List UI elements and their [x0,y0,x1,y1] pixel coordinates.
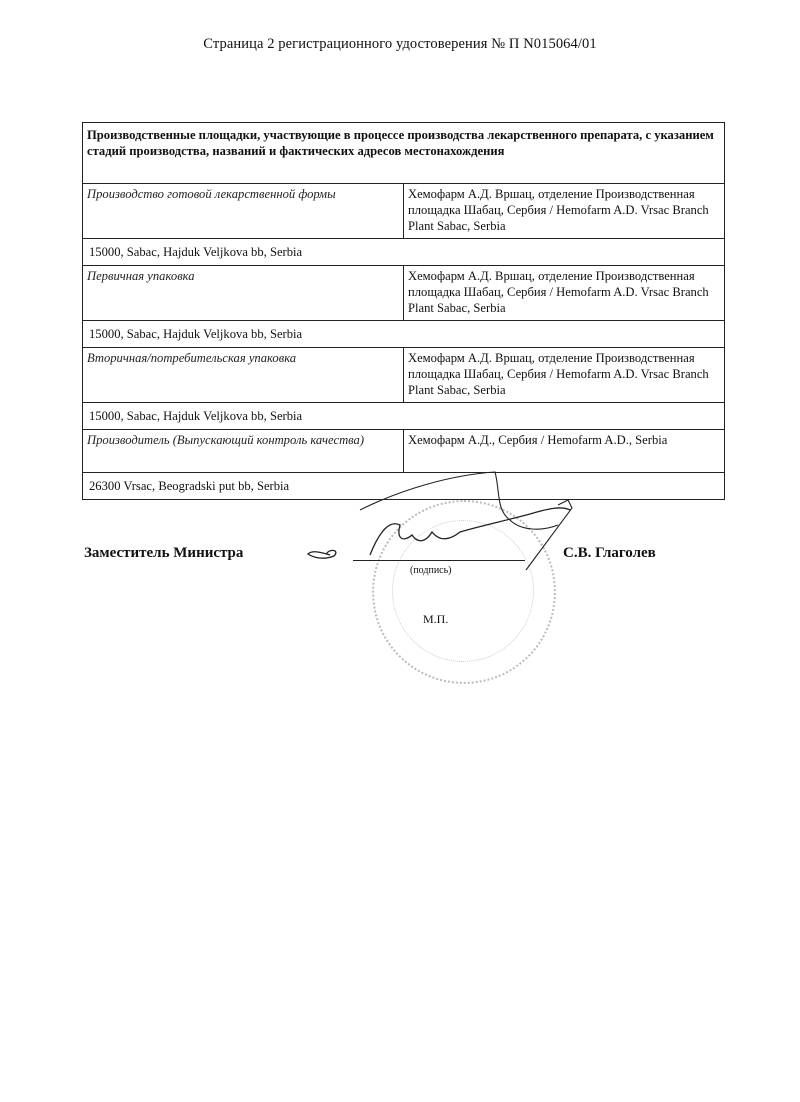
signature-caption: (подпись) [410,565,452,576]
stamp-place-mark: М.П. [423,612,449,626]
handwritten-signature-icon [300,470,590,580]
signature-line [353,560,525,561]
page-title: Страница 2 регистрационного удостоверения № П N015064/01 [203,36,597,52]
signatory-position: Заместитель Министра [84,545,244,561]
address-cell: 15000, Sabac, Hajduk Veljkova bb, Serbia [83,239,725,266]
site-cell: Хемофарм А.Д., Сербия / Hemofarm A.D., Serbia [404,430,725,473]
signatory-name: С.В. Глаголев [563,545,656,561]
table-row [83,184,725,239]
address-row [83,239,725,266]
stage-cell: Производство готовой лекарственной формы [83,184,404,239]
address-row [83,321,725,348]
production-sites-table [82,122,725,500]
table-row [83,430,725,473]
site-cell: Хемофарм А.Д. Вршац, отделение Производственная площадка Шабац, Сербия / Hemofarm A.D. Vrsac Branch Plant Sabac, Serbia [404,348,725,403]
stage-cell: Первичная упаковка [83,266,404,321]
table-row [83,266,725,321]
stage-cell: Производитель (Выпускающий контроль качества) [83,430,404,473]
site-cell: Хемофарм А.Д. Вршац, отделение Производственная площадка Шабац, Сербия / Hemofarm A.D. Vrsac Branch Plant Sabac, Serbia [404,184,725,239]
stage-cell: Вторичная/потребительская упаковка [83,348,404,403]
address-cell: 15000, Sabac, Hajduk Veljkova bb, Serbia [83,321,725,348]
table-row [83,348,725,403]
address-cell: 15000, Sabac, Hajduk Veljkova bb, Serbia [83,403,725,430]
table-heading: Производственные площадки, участвующие в процессе производства лекарственного препарата, с указанием стадий производства, названий и фактических адресов местонахождения [83,123,725,184]
address-cell: 26300 Vrsac, Beogradski put bb, Serbia [83,473,725,500]
site-cell: Хемофарм А.Д. Вршац, отделение Производственная площадка Шабац, Сербия / Hemofarm A.D. Vrsac Branch Plant Sabac, Serbia [404,266,725,321]
table-header-row [83,123,725,184]
address-row [83,403,725,430]
